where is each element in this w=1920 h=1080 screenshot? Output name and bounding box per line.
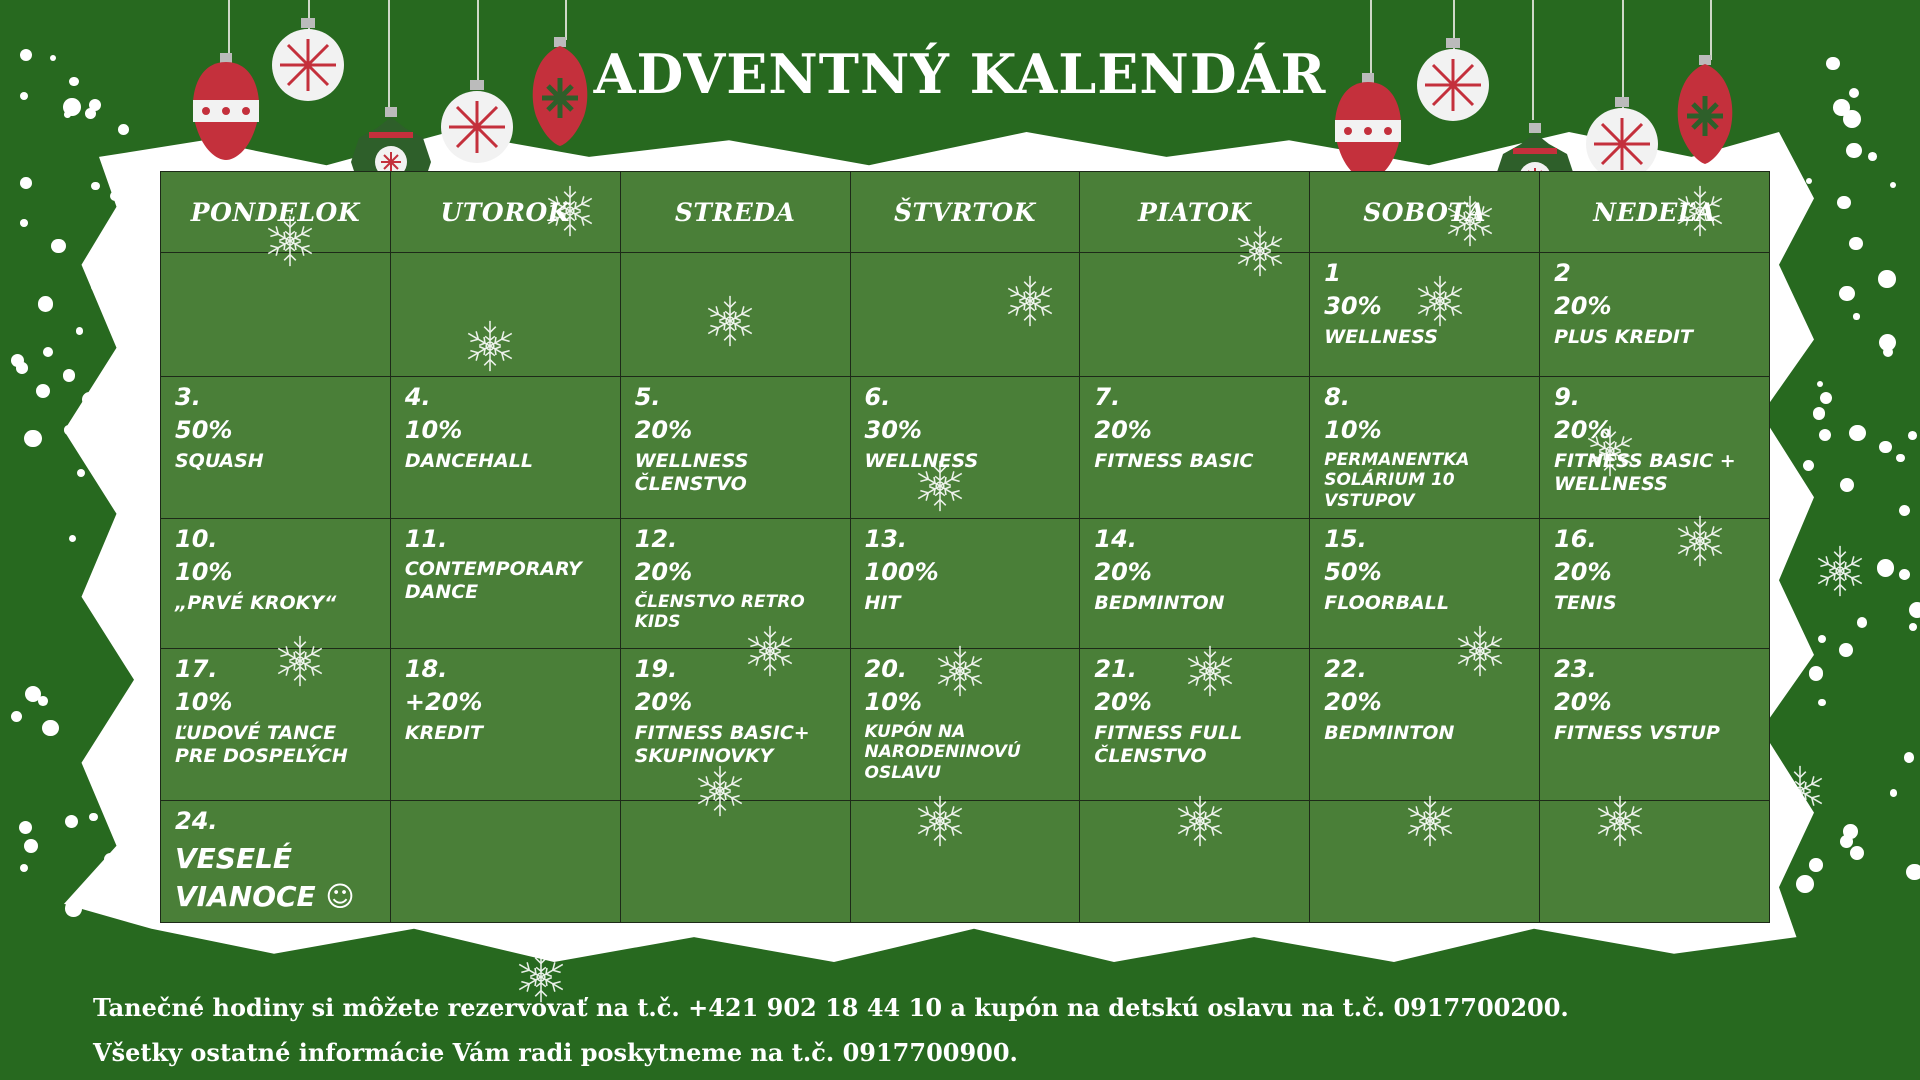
snow-dot <box>1840 835 1853 848</box>
snow-dot <box>76 327 84 335</box>
snowflake-icon <box>1671 182 1729 240</box>
discount-percent: 10% <box>1324 416 1382 445</box>
red-egg-ornament-icon <box>1330 73 1406 187</box>
offer-description: BEDMINTON <box>1324 721 1455 744</box>
day-number: 20. <box>864 655 908 683</box>
ornament-string <box>228 0 230 55</box>
snow-dot <box>1817 381 1823 387</box>
white-ball-ornament-icon <box>1413 38 1493 132</box>
day-number: 6. <box>864 383 891 411</box>
snow-dot <box>1809 666 1823 680</box>
snow-dot <box>20 219 28 227</box>
day-cell <box>390 649 620 801</box>
snow-dot <box>1904 752 1915 763</box>
discount-percent: 50% <box>1324 558 1382 587</box>
red-leaf-ornament-icon <box>1670 55 1740 169</box>
snowflake-icon <box>1591 792 1649 850</box>
snowflake-icon <box>1441 192 1499 250</box>
snow-dot <box>1839 643 1853 657</box>
snow-dot <box>1908 431 1917 440</box>
snow-dot <box>69 535 76 542</box>
snow-dot <box>118 124 129 135</box>
snowflake-icon <box>1411 272 1469 330</box>
discount-percent: 30% <box>864 416 922 445</box>
snow-dot <box>43 347 53 357</box>
offer-description: CONTEMPORARY DANCE <box>404 558 582 604</box>
discount-percent: 20% <box>1554 688 1612 717</box>
snow-dot <box>77 469 85 477</box>
snow-dot <box>1890 182 1896 188</box>
snow-dot <box>24 839 38 853</box>
snowflake-icon <box>271 632 329 690</box>
day-cell <box>620 377 850 519</box>
day-number: 13. <box>864 525 908 553</box>
snow-dot <box>65 815 78 828</box>
calendar-grid <box>160 171 1770 923</box>
snowflake-icon <box>931 642 989 700</box>
snow-dot <box>1909 623 1917 631</box>
week-row <box>161 519 1770 649</box>
snow-dot <box>85 108 96 119</box>
snow-dot <box>1846 143 1862 159</box>
weekday-header: STREDA <box>620 172 850 253</box>
snow-dot <box>38 296 53 311</box>
snow-dot <box>51 239 66 254</box>
day-cell <box>161 519 391 649</box>
offer-description: BEDMINTON <box>1094 591 1225 614</box>
snow-dot <box>89 813 98 822</box>
snow-dot <box>1899 569 1910 580</box>
snow-dot <box>1839 286 1854 301</box>
day-cell <box>1540 377 1770 519</box>
snowflake-icon <box>1181 642 1239 700</box>
snow-dot <box>1820 392 1832 404</box>
snow-dot <box>1909 602 1920 618</box>
day-number: 2 <box>1554 259 1571 287</box>
snow-dot <box>1809 858 1822 871</box>
snowflake-icon <box>1401 792 1459 850</box>
snow-dot <box>1818 699 1826 707</box>
discount-percent: 20% <box>634 688 693 717</box>
offer-description: KREDIT <box>404 721 483 744</box>
snow-dot <box>1868 152 1877 161</box>
ornament-string <box>1532 0 1534 120</box>
snowflake-icon <box>1171 792 1229 850</box>
ornament-string <box>1710 0 1712 60</box>
discount-percent: 10% <box>175 558 233 587</box>
snow-dot <box>1796 875 1814 893</box>
day-cell <box>1540 253 1770 377</box>
day-number: 10. <box>175 525 218 553</box>
day-number: 23. <box>1554 655 1597 683</box>
offer-description: „PRVÉ KROKY“ <box>175 591 337 614</box>
discount-percent: 10% <box>864 688 922 717</box>
snowflake-icon <box>691 762 749 820</box>
discount-percent: 100% <box>864 558 939 587</box>
snow-dot <box>1906 864 1920 880</box>
snow-dot <box>20 864 29 873</box>
white-ball-ornament-icon <box>268 18 348 112</box>
snow-dot <box>63 369 75 381</box>
snowflake-icon <box>261 212 319 270</box>
snow-dot <box>1813 407 1826 420</box>
offer-description: FITNESS BASIC+ SKUPINOVKY <box>634 721 810 767</box>
day-number: 7. <box>1094 383 1121 411</box>
discount-percent: 20% <box>1094 558 1152 587</box>
empty-day-cell <box>161 253 391 377</box>
day-number: 12. <box>634 525 678 553</box>
offer-description: WELLNESS ČLENSTVO <box>634 449 749 495</box>
ornament-string <box>388 0 390 110</box>
discount-percent: 10% <box>404 416 463 445</box>
snow-dot <box>1850 846 1864 860</box>
snowflake-icon <box>461 317 519 375</box>
day-number: 8. <box>1324 383 1351 411</box>
day-cell <box>620 519 850 649</box>
red-egg-ornament-icon <box>188 53 264 167</box>
day-cell <box>390 377 620 519</box>
offer-description: ČLENSTVO RETRO KIDS <box>634 591 805 633</box>
day-number: 21. <box>1094 655 1137 683</box>
ornament-string <box>1370 0 1372 80</box>
offer-description: PERMANENTKA SOLÁRIUM 10 VSTUPOV <box>1324 449 1470 511</box>
snow-dot <box>1849 237 1863 251</box>
snowflake-icon <box>512 948 570 1006</box>
day-cell <box>1080 377 1310 519</box>
discount-percent: 20% <box>634 416 693 445</box>
snowflake-icon <box>1451 622 1509 680</box>
ornament-string <box>565 0 567 40</box>
day-number: 16. <box>1554 525 1597 553</box>
snowflake-icon <box>1231 222 1289 280</box>
day-number: 17. <box>175 655 218 683</box>
day-cell <box>161 377 391 519</box>
day-number: 15. <box>1324 525 1367 553</box>
day-cell <box>1540 649 1770 801</box>
day-cell <box>390 519 620 649</box>
snowflake-icon <box>911 792 969 850</box>
day-cell <box>850 519 1080 649</box>
snow-dot <box>1879 334 1896 351</box>
day-number: 4. <box>404 383 431 411</box>
snowflake-icon <box>741 622 799 680</box>
weekday-header: PONDELOK <box>161 172 391 253</box>
snow-dot <box>1818 635 1826 643</box>
offer-description: KUPÓN NA NARODENINOVÚ OSLAVU <box>864 721 1021 783</box>
snow-dot <box>1896 454 1905 463</box>
snowflake-icon <box>1001 272 1059 330</box>
offer-description: SQUASH <box>175 449 264 472</box>
empty-day-cell <box>1540 801 1770 923</box>
offer-description: FITNESS VSTUP <box>1554 721 1720 744</box>
day-number: 11. <box>404 525 448 553</box>
discount-percent: 20% <box>1094 688 1152 717</box>
snow-dot <box>1890 789 1898 797</box>
weekday-header: NEDEĽA <box>1540 172 1770 253</box>
day-cell <box>1080 519 1310 649</box>
day-number: 5. <box>634 383 661 411</box>
offer-description: HIT <box>864 591 901 614</box>
snowflake-icon <box>1771 762 1829 820</box>
discount-percent: 20% <box>1554 292 1612 321</box>
weekday-header: SOBOTA <box>1310 172 1540 253</box>
day-number: 1 <box>1324 259 1341 287</box>
day-cell <box>1310 377 1540 519</box>
weekday-header: ŠTVRTOK <box>850 172 1080 253</box>
discount-percent: 10% <box>175 688 233 717</box>
discount-percent: 20% <box>1554 558 1612 587</box>
week-row <box>161 253 1770 377</box>
snow-dot <box>1879 441 1892 454</box>
ornament-string <box>477 0 479 90</box>
snow-dot <box>1840 478 1854 492</box>
snow-dot <box>1853 313 1859 319</box>
day-number: 9. <box>1554 383 1580 411</box>
weekday-header-row <box>161 172 1770 253</box>
snow-dot <box>42 720 58 736</box>
day-cell <box>1540 519 1770 649</box>
page-title: ADVENTNÝ KALENDÁR <box>593 42 1327 106</box>
snow-dot <box>1803 460 1814 471</box>
empty-day-cell <box>390 801 620 923</box>
offer-description: PLUS KREDIT <box>1554 325 1693 348</box>
snowflake-icon <box>911 457 969 515</box>
snow-dot <box>1878 270 1895 287</box>
discount-percent: 20% <box>634 558 693 587</box>
snow-dot <box>20 177 32 189</box>
day-number: 18. <box>404 655 448 683</box>
snow-dot <box>1806 178 1812 184</box>
discount-percent: 20% <box>1554 416 1612 445</box>
snow-dot <box>91 182 99 190</box>
weekday-header: UTOROK <box>390 172 620 253</box>
snow-dot <box>1819 429 1831 441</box>
day-number: 3. <box>175 383 201 411</box>
day-number: 14. <box>1094 525 1137 553</box>
day-cell <box>161 801 391 923</box>
snow-dot <box>19 821 32 834</box>
discount-percent: +20% <box>404 688 483 717</box>
offer-description: FLOORBALL <box>1324 591 1449 614</box>
discount-percent: 20% <box>1324 688 1382 717</box>
ornament-string <box>1622 0 1624 110</box>
snow-dot <box>1849 425 1865 441</box>
discount-percent: 50% <box>175 416 233 445</box>
snow-dot <box>11 711 22 722</box>
snow-dot <box>36 384 50 398</box>
snow-dot <box>1877 559 1895 577</box>
snowflake-icon <box>701 292 759 350</box>
weekday-header: PIATOK <box>1080 172 1310 253</box>
offer-description: ĽUDOVÉ TANCE PRE DOSPELÝCH <box>175 721 348 767</box>
white-ball-ornament-icon <box>437 80 517 174</box>
snowflake-icon <box>1811 542 1869 600</box>
discount-percent: 30% <box>1324 292 1382 321</box>
offer-description: FITNESS FULL ČLENSTVO <box>1094 721 1243 767</box>
offer-description: WELLNESS <box>864 449 979 472</box>
offer-description: DANCEHALL <box>404 449 533 472</box>
snowflake-icon <box>1581 422 1639 480</box>
offer-description: FITNESS BASIC + WELLNESS <box>1554 449 1736 495</box>
snow-dot <box>1837 196 1851 210</box>
snowflake-icon <box>541 182 599 240</box>
snow-dot <box>24 430 41 447</box>
footer-line-2: Všetky ostatné informácie Vám radi poskytneme na t.č. 0917700900. <box>93 1038 1018 1067</box>
red-leaf-ornament-icon <box>525 37 595 151</box>
offer-description: WELLNESS <box>1324 325 1438 348</box>
snow-dot <box>1899 505 1910 516</box>
discount-percent: 20% <box>1094 416 1152 445</box>
offer-description: TENIS <box>1554 591 1617 614</box>
snow-dot <box>16 362 28 374</box>
snowflake-icon <box>1671 512 1729 570</box>
day-number: 24. <box>175 807 218 835</box>
offer-description: FITNESS BASIC <box>1094 449 1254 472</box>
greeting-text: VESELÉ VIANOCE ☺ <box>175 842 355 914</box>
day-number: 22. <box>1324 655 1367 683</box>
snow-dot <box>1857 617 1868 628</box>
footer-line-1: Tanečné hodiny si môžete rezervovať na t.č. +421 902 18 44 10 a kupón na detskú oslavu na t.č. 0917700200. <box>93 993 1569 1022</box>
day-number: 19. <box>634 655 678 683</box>
